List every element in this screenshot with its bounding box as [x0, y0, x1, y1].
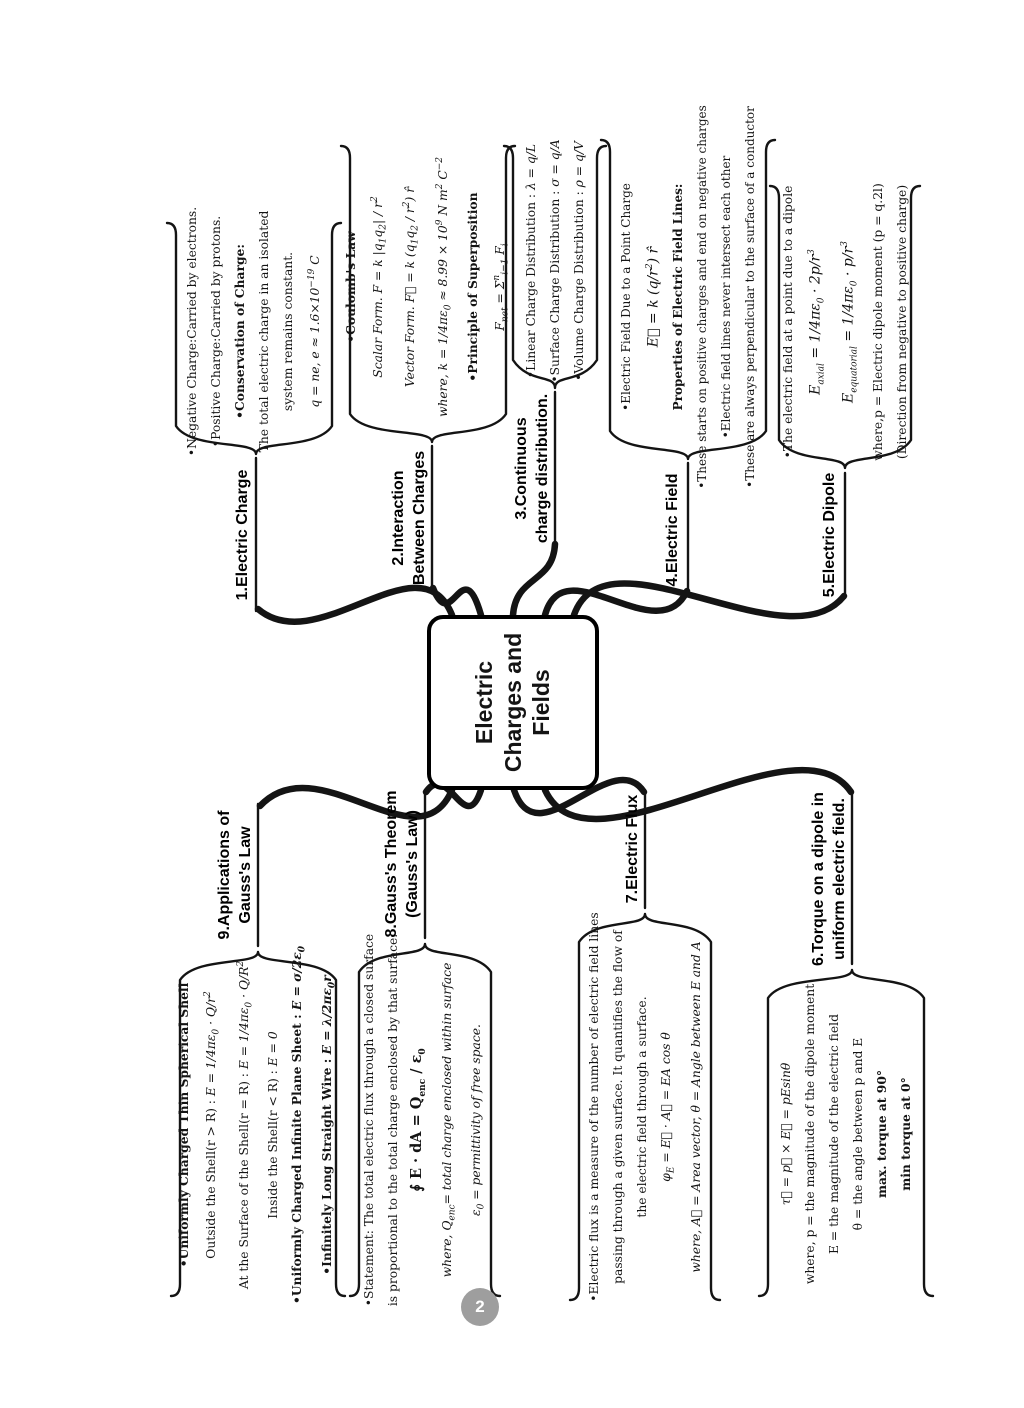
note-line: •Principle of Superposition [464, 192, 480, 382]
branch-7-label: 7.Electric Flux [624, 794, 641, 904]
note-line: At the Surface of the Shell(r = R) : $E = 1/4\pi\varepsilon_0 \cdot Q/R^2$ [235, 960, 255, 1290]
branch-3-label: 3.Continuous charge distribution. [513, 393, 551, 544]
branch-2-curve [433, 588, 481, 615]
note-line: ∮ E · dA = $Q_{enc} / \varepsilon_0$ [407, 1048, 428, 1192]
branch-5-label: 5.Electric Dipole [821, 472, 838, 598]
note-line: •Electric Field Due to a Point Charge [619, 183, 634, 411]
note-line: q = ne, $e \approx 1.6\times 10^{-19}$ C [307, 255, 323, 408]
branch-2-label: 2.Interaction Between Charges [390, 450, 428, 586]
branch-6-notes [774, 976, 918, 1292]
branch-5-notes [780, 182, 910, 462]
note-line: The total electric charge in an isolated [257, 210, 272, 453]
branch-4-notes [616, 105, 760, 489]
note-line: •Uniformly Charged Infinite Plane Sheet : $E = \sigma/2\varepsilon_0$ [289, 945, 308, 1305]
note-line: passing through a given surface. It quantifies the flow of [611, 930, 626, 1284]
note-line: $F_{net} = \Sigma^n_{i=1}$ $F_i$ [491, 243, 511, 331]
note-line: Properties of Electric Field Lines: [670, 183, 685, 411]
note-line: where, p = the magnitude of the dipole moment [803, 983, 817, 1285]
branch-9-notes [176, 945, 337, 1305]
branch-2-notes [342, 142, 511, 432]
note-line: •Electric field lines never intersect each other [718, 155, 733, 439]
page-number-badge [461, 1288, 499, 1326]
note-line: Scalar Form. F = k $|q_1q_2| / r^2$ [369, 196, 389, 378]
note-line: •Surface Charge Distribution : σ = q/A [548, 139, 562, 383]
note-line: θ = the angle between p and E [851, 1037, 865, 1231]
note-line: •Infinitely Long Straight Wire : $E = \lambda/2\pi\varepsilon_0r$ [318, 975, 337, 1275]
central-topic [427, 615, 599, 790]
note-line: •Linear Charge Distribution : λ = q/L [524, 143, 538, 379]
central-topic-title: Electric Charges and Fields [470, 632, 555, 773]
branch-1-notes [182, 206, 326, 457]
note-line: •Positive Charge:Carried by protons. [209, 215, 224, 448]
note-line: •Negative Charge:Carried by electrons. [185, 206, 200, 457]
note-line: system remains constant. [281, 251, 296, 412]
note-line: •Coulomb's Law [342, 231, 358, 343]
page-number: 2 [475, 1297, 485, 1316]
note-line: Outside the Shell(r > R) : $E = 1/4\pi\varepsilon_0 \cdot Q/r^2$ [203, 991, 222, 1259]
note-line: the electric field through a surface. [635, 996, 650, 1218]
note-line: where, A⃗ = Area vector, θ = Angle between E and A [688, 941, 703, 1273]
branch-8-notes [361, 933, 487, 1307]
note-line: is proportional to the total charge enclosed by that surface. [385, 933, 400, 1307]
note-line: where, $Q_{enc}=$ total charge enclosed within surface [439, 962, 457, 1278]
note-line: E⃗ = k $(q/r^2)$ r̂ [645, 246, 662, 348]
note-line: •These starts on positive charges and end on negative charges [694, 105, 709, 489]
note-line: •Conservation of Charge: [232, 244, 248, 419]
note-line: •Statement: The total electric flux through a closed surface [361, 933, 376, 1307]
note-line: $E_{equatorial} = 1/4\pi\varepsilon_0 \cdot p/r^3$ [840, 240, 860, 404]
branch-1-label: 1.Electric Charge [234, 469, 251, 601]
branch-1-curve [258, 588, 452, 622]
branch-8-label: 8.Gauss's Theorem (Gauss's Law) [383, 790, 421, 938]
note-line: Vector Form. F⃗ = k $(q_1q_2 / r^2)$ r̂ [402, 186, 421, 388]
note-line: τ⃗ = p⃗ × E⃗ = pEsinθ [779, 1062, 793, 1206]
note-line: $\varphi_E$ = E⃗ · A⃗ = EA cos θ [659, 1032, 677, 1182]
note-line: Inside the Shell(r < R) : E = 0 [266, 1031, 281, 1219]
branch-6-label: 6.Torque on a dipole in uniform electric field. [810, 792, 848, 966]
note-line: min torque at 0° [898, 1077, 913, 1191]
branch-7-notes [585, 912, 705, 1302]
note-line: •The electric field at a point due to a dipole [780, 185, 795, 459]
note-line: $\varepsilon_0$ = permittivity of free space. [468, 1024, 487, 1216]
note-line: •Uniformly Charged Thin Spherical Shell [176, 982, 191, 1268]
note-line: •Volume Charge Distribution : ρ = q/V [572, 141, 586, 381]
note-line: where,p = Electric dipole moment (p = q.2l) [871, 183, 886, 461]
note-line: •These are always perpendicular to the surface of a conductor [742, 106, 757, 488]
note-line: max. torque at 90° [874, 1069, 889, 1199]
note-line: E = the magnitude of the electric field [827, 1014, 841, 1254]
note-line: (Direction from negative to positive charge) [895, 184, 910, 460]
branch-4-label: 4.Electric Field [664, 473, 681, 587]
branch-3-notes [519, 139, 591, 383]
note-line: $E_{axial} = 1/4\pi\varepsilon_0 \cdot 2p/r^3$ [806, 249, 826, 395]
branch-9-label: 9.Applications of Gauss's Law [216, 810, 254, 940]
note-line: where, $k = 1/4\pi\varepsilon_0 \approx 8.99 \times 10^9$ N $m^2$ $C^{-2}$ [435, 156, 454, 418]
note-line: •Electric flux is a measure of the number of electric field lines [587, 912, 602, 1302]
